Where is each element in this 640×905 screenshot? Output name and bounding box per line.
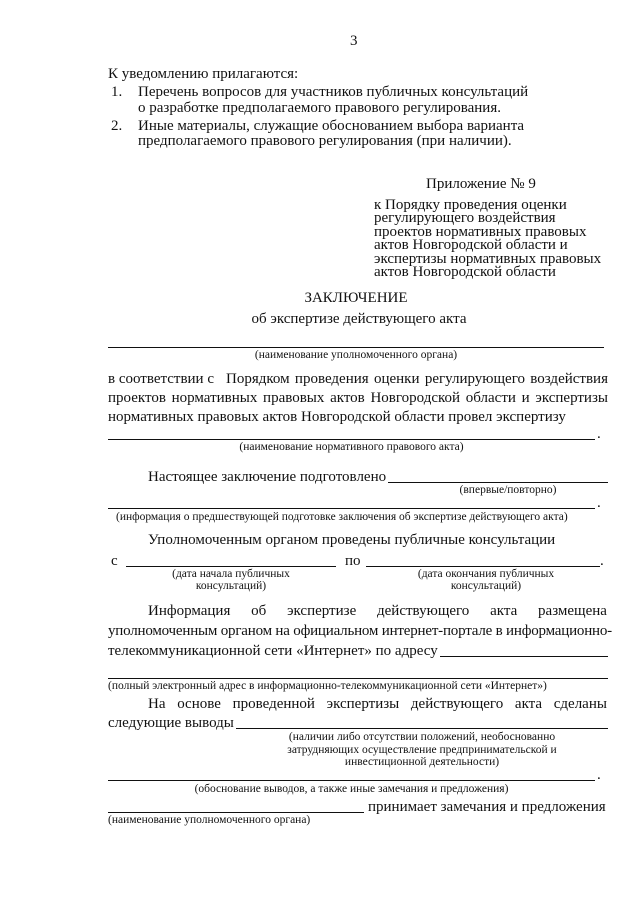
- final-caption: (наименование уполномоченного органа): [108, 814, 311, 826]
- accordance-line-3: нормативных правовых актов Новгородской области провел экспертизу: [108, 409, 566, 425]
- word: На: [148, 696, 166, 712]
- final-authority-underline: [108, 812, 364, 813]
- attachments-intro: К уведомлению прилагаются:: [108, 66, 299, 82]
- appendix-line: проектов нормативных правовых: [374, 223, 587, 240]
- caption-line: инвестиционной деятельности): [344, 756, 500, 768]
- word: области: [465, 390, 516, 406]
- appendix-line: к Порядку проведения оценки: [374, 197, 567, 213]
- attachment-1-line-2: о разработке предполагаемого правового регулирования.: [138, 100, 501, 116]
- end-date-caption: [386, 568, 586, 592]
- to-label: по: [345, 553, 361, 569]
- from-label: с: [111, 553, 118, 569]
- word: основе: [177, 696, 221, 712]
- caption-line: (дата начала публичных: [172, 568, 290, 580]
- word: экспертизы: [326, 696, 400, 712]
- word: правовых: [263, 390, 325, 406]
- appendix-title: Приложение № 9: [426, 176, 536, 192]
- word: действующего: [377, 603, 470, 619]
- previous-underline: [108, 508, 595, 509]
- word: воздействия: [530, 371, 608, 387]
- word: экспертизы: [535, 390, 608, 406]
- appendix-line: актов Новгородской области и: [374, 237, 568, 254]
- word: акта: [514, 696, 543, 712]
- accordance-line-1: [226, 371, 608, 387]
- attachment-num-1: 1.: [111, 84, 123, 100]
- authority-underline: [108, 347, 604, 348]
- prepared-caption: (впервые/повторно): [459, 484, 557, 496]
- conclusions-line-1: [148, 696, 607, 712]
- appendix-line: регулирующего воздействия: [374, 210, 556, 227]
- word: акта: [490, 603, 518, 619]
- word: проектов: [108, 390, 166, 406]
- word: размещена: [538, 603, 607, 619]
- word: регулирующего: [424, 371, 525, 387]
- consultations-text: Уполномоченным органом проведены публичные консультации: [148, 532, 556, 548]
- word: действующего: [410, 696, 504, 712]
- appendix-line: актов Новгородской области: [374, 264, 556, 281]
- justification-caption: (обоснование выводов, а также иные замечания и предложения): [194, 783, 509, 795]
- word: сделаны: [553, 696, 607, 712]
- info-line-3: телекоммуникационной сети «Интернет» по адресу: [108, 643, 438, 659]
- caption-line: консультаций): [195, 580, 267, 592]
- word: экспертизе: [287, 603, 357, 619]
- word: об: [251, 603, 267, 619]
- caption-line: (дата окончания публичных: [417, 568, 555, 580]
- caption-line: консультаций): [450, 580, 522, 592]
- conclusions-line-2: следующие выводы: [108, 715, 234, 731]
- word: Новгородской: [370, 390, 461, 406]
- conclusions-caption: [236, 731, 608, 769]
- accepts-text: принимает замечания и предложения: [368, 799, 606, 815]
- justification-underline: [108, 780, 595, 781]
- start-date-caption: [136, 568, 326, 592]
- appendix-text: [374, 199, 601, 279]
- accordance-line-2: [108, 390, 608, 406]
- address-underline-2: [108, 678, 608, 679]
- attachment-num-2: 2.: [111, 118, 123, 134]
- word: проведенной: [232, 696, 315, 712]
- end-date-underline: [366, 566, 600, 567]
- appendix-line: экспертизы нормативных правовых: [374, 250, 602, 267]
- act-underline: [108, 439, 595, 440]
- word: проведения: [294, 371, 369, 387]
- act-caption: (наименование нормативного правового акта): [239, 441, 464, 453]
- prepared-underline: [388, 482, 608, 483]
- conclusions-underline: [236, 728, 608, 729]
- end-date-period: .: [600, 553, 604, 569]
- info-line-1: [148, 603, 607, 619]
- previous-period: .: [597, 495, 601, 511]
- word: нормативных: [171, 390, 258, 406]
- attachment-2-line-1: Иные материалы, служащие обоснованием выбора варианта: [138, 118, 525, 134]
- info-line-2: уполномоченным органом на официальном интернет-портале в информационно-: [108, 623, 612, 639]
- word: актов: [330, 390, 365, 406]
- caption-line: (наличии либо отсутствии положений, необоснованно: [288, 731, 556, 743]
- word: Порядком: [226, 371, 290, 387]
- caption-line: затрудняющих осуществление предпринимательской и: [287, 743, 557, 756]
- justification-period: .: [597, 767, 601, 783]
- prepared-text: Настоящее заключение подготовлено: [148, 469, 387, 485]
- address-underline-1: [440, 656, 608, 657]
- attachment-1-line-1: Перечень вопросов для участников публичных консультаций: [138, 84, 529, 100]
- document-subtitle: об экспертизе действующего акта: [251, 311, 467, 327]
- attachment-2-line-2: предполагаемого правового регулирования (при наличии).: [138, 133, 512, 149]
- page-number: 3: [350, 33, 358, 49]
- authority-caption: (наименование уполномоченного органа): [254, 349, 458, 361]
- word: Информация: [148, 603, 231, 619]
- word: и: [521, 390, 530, 406]
- accordance-start: в соответствии с: [108, 371, 214, 387]
- document-title: ЗАКЛЮЧЕНИЕ: [304, 290, 408, 306]
- start-date-underline: [126, 566, 336, 567]
- previous-caption: (информация о предшествующей подготовке заключения об экспертизе действующего акта): [116, 511, 568, 523]
- address-caption: (полный электронный адрес в информационно-телекоммуникационной сети «Интернет»): [108, 680, 547, 692]
- word: оценки: [373, 371, 420, 387]
- act-period: .: [597, 426, 601, 442]
